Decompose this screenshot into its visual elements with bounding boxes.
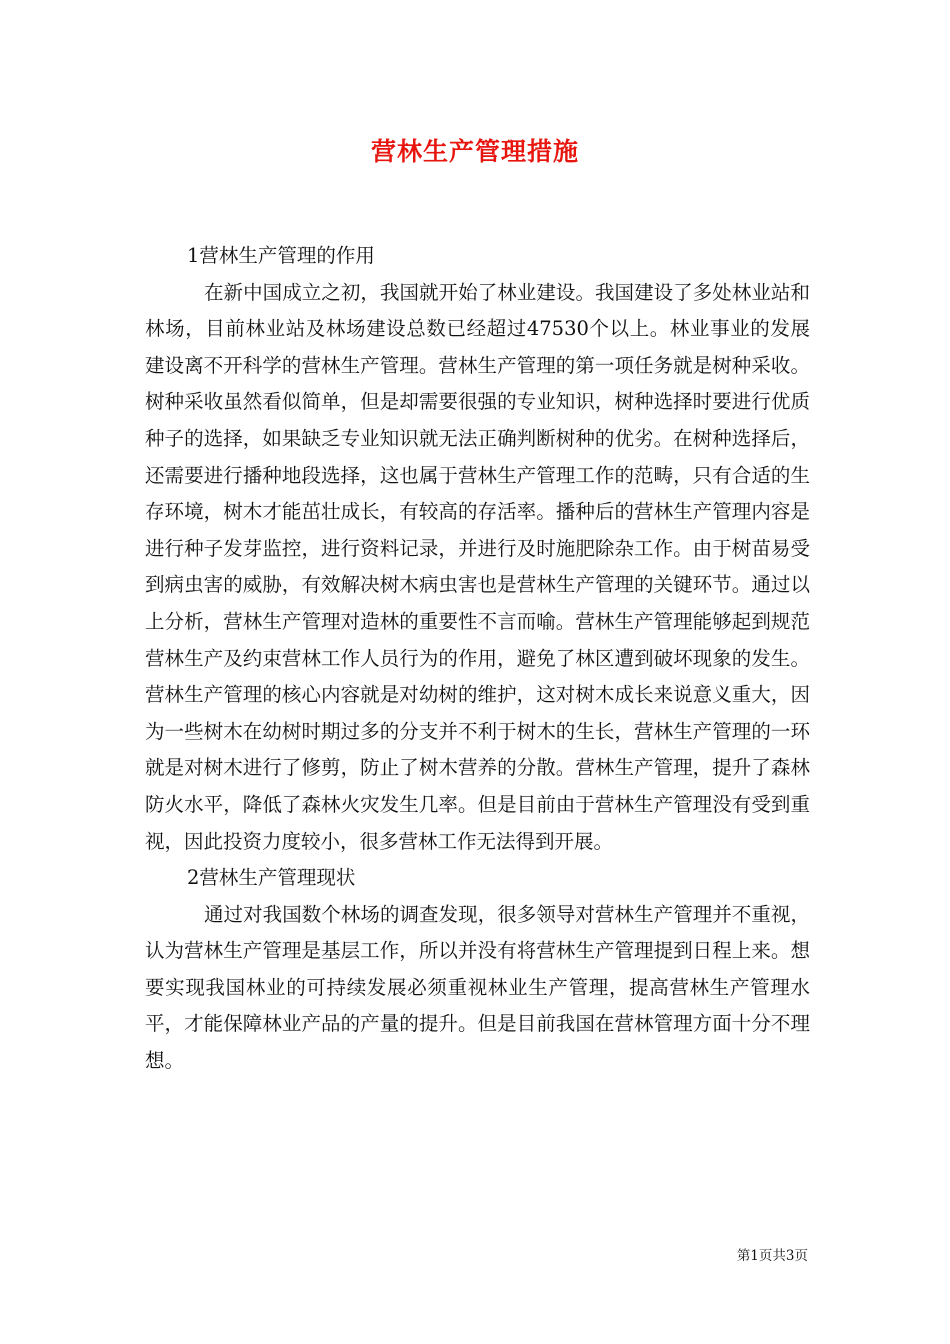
section-paragraph-2: 通过对我国数个林场的调查发现，很多领导对营林生产管理并不重视，认为营林生产管理是基层工作，所以并没有将营林生产管理提到日程上来。想要实现我国林业的可持续发展必须重视林业生产管理，提高营林生产管理水平，才能保障林业产品的产量的提升。但是目前我国在营林管理方面十分不理想。 xyxy=(145,902,810,1073)
page-number-footer: 第1页共3页 xyxy=(736,1248,808,1264)
section-heading-2: 2营林生产管理现状 xyxy=(187,866,356,890)
document-body xyxy=(145,238,810,1080)
section-paragraph-1: 在新中国成立之初，我国就开始了林业建设。我国建设了多处林业站和林场，目前林业站及林场建设总数已经超过47530个以上。林业事业的发展建设离不开科学的营林生产管理。营林生产管理的第一项任务就是树种采收。树种采收虽然看似简单，但是却需要很强的专业知识，树种选择时要进行优质种子的选择，如果缺乏专业知识就无法正确判断树种的优劣。在树种选择后，还需要进行播种地段选择，这也属于营林生产管理工作的范畴，只有合适的生存环境，树木才能茁壮成长，有较高的存活率。播种后的营林生产管理内容是进行种子发芽监控，进行资料记录，并进行及时施肥除杂工作。由于树苗易受到病虫害的威胁，有效解决树木病虫害也是营林生产管理的关键环节。通过以上分析，营林生产管理对造林的重要性不言而喻。营林生产管理能够起到规范营林生产及约束营林工作人员行为的作用，避免了林区遭到破坏现象的发生。营林生产管理的核心内容就是对幼树的维护，这对树木成长来说意义重大，因为一些树木在幼树时期过多的分支并不利于树木的生长，营林生产管理的一环就是对树木进行了修剪，防止了树木营养的分散。营林生产管理，提升了森林防火水平，降低了森林火灾发生几率。但是目前由于营林生产管理没有受到重视，因此投资力度较小，很多营林工作无法得到开展。 xyxy=(145,280,810,853)
document-title: 营林生产管理措施 xyxy=(370,137,579,166)
section-heading-1: 1营林生产管理的作用 xyxy=(187,244,375,267)
